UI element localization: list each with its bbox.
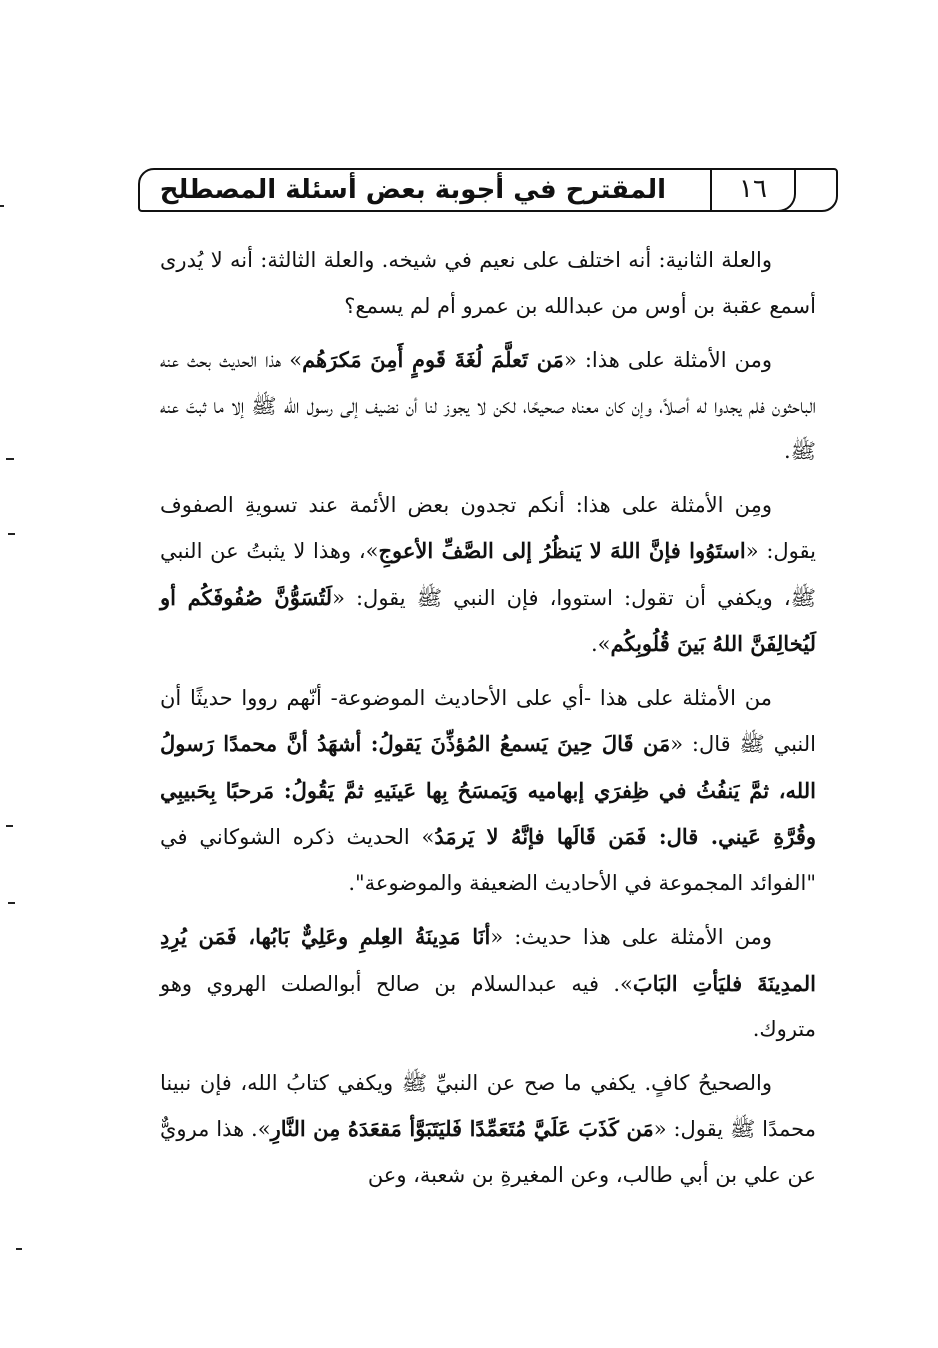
scan-mark: [16, 1248, 22, 1250]
book-title: المقترح في أجوبة بعض أسئلة المصطلح: [159, 175, 666, 205]
hadith-quote: مَن كَذَبَ عَلَيَّ مُتَعَمِّدًا فَليَتَبَوَّأ مَقعَدَهُ مِن النَّارِ: [270, 1116, 654, 1141]
text-run: ومن الأمثلة على هذا حديث: «: [490, 925, 773, 949]
hadith-quote: مَن تَعلَّمَ لُغَةَ قَومٍ أَمِنَ مَكرَهُم: [302, 347, 564, 372]
text-run: ». فيه عبدالسلام بن صالح أبوالصلت الهروي وهو متروك.: [160, 971, 816, 1041]
text-run: » هذا الحديث بحث عنه الباحثون فلم يجدوا له أصلاً، وإن كان معناه صحيحًا، لكن لا يجوز لنا أن نضيف إلى رسول الله ﷺ إلا ما ثبتَ عنه ﷺ.: [160, 348, 816, 463]
text-run: »، وهذا لا يثبتُ عن النبي ﷺ، ويكفي أن تقول: استووا، فإن النبي ﷺ يقول: «: [160, 539, 816, 610]
paragraph: [160, 914, 816, 1053]
paragraph: [160, 337, 816, 475]
scan-mark: [0, 205, 4, 207]
scan-mark: [8, 902, 15, 904]
paragraph: [160, 676, 816, 907]
hadith-quote: استَوُوا فإنَّ اللهَ لا يَنظُرُ إلى الصَّفِّ الأعوجِ: [378, 538, 746, 563]
hadith-quote: أنَا مَدِينَةُ العِلمِ وعَلِيٌّ بَابُها، فَمَن يُرِدِ المدِينَةَ فليَأتِ البَابَ: [160, 924, 816, 996]
text-run: والصحيحُ كافٍ. يكفي ما صح عن النبيِّ ﷺ ويكفي كتابُ الله، فإن نبينا محمدًا ﷺ يقول: «: [160, 1070, 816, 1141]
paragraph: [160, 1061, 816, 1199]
scan-mark: [6, 458, 14, 460]
text-run: ».: [590, 632, 611, 656]
text-run: من الأمثلة على هذا -أي على الأحاديث الموضوعة- أنّهم رووا حديثًا أن النبي ﷺ قال: «: [160, 685, 816, 756]
scan-mark: [6, 825, 13, 827]
hadith-quote: لَتُسَوُّنَّ صُفُوفَكُم أو لَيُخالِفَنَّ اللهُ بَينَ قُلُوبِكُم: [160, 584, 816, 656]
page-number: ١٦: [710, 168, 796, 212]
scan-mark: [8, 533, 15, 535]
paragraph: [160, 483, 816, 668]
page-body: [160, 238, 816, 1198]
text-run: ومن الأمثلة على هذا: «: [563, 348, 773, 372]
text-run: ». هذا مرويٌّ عن علي بن أبي طالب، وعن المغيرةِ بن شعبة، وعن: [160, 1117, 816, 1187]
running-header: [138, 168, 838, 212]
text-run: والعلة الثانية: أنه اختلف على نعيم في شيخه. والعلة الثالثة: أنه لا يُدرى أسمع عقبة بن أوس من عبدالله بن عمرو أم لم يسمع؟: [160, 248, 816, 318]
hadith-quote: مَن قَالَ حِينَ يَسمعُ المُؤذِّنَ يَقولُ: أشهَدُ أنَّ محمدًا رَسولُ الله، ثمَّ يَنفُثُ في ظِفرَي إبهاميه وَيَمسَحُ بِها عَينَيهِ ثمَّ يَقُولُ: مَرحبًا بِحَبيبِي وقُرَّةِ عَيني. قال: فَمَن قَالَها فإنَّهُ لا يَرمَدُ: [160, 731, 816, 849]
text-run: » الحديث ذكره الشوكاني في "الفوائد المجموعة في الأحاديث الضعيفة والموضوعة".: [160, 825, 816, 895]
paragraph: [160, 238, 816, 329]
text-run: ومِن الأمثلة على هذا: أنكم تجدون بعض الأئمة عند تسويةِ الصفوف يقول: «: [160, 492, 816, 563]
